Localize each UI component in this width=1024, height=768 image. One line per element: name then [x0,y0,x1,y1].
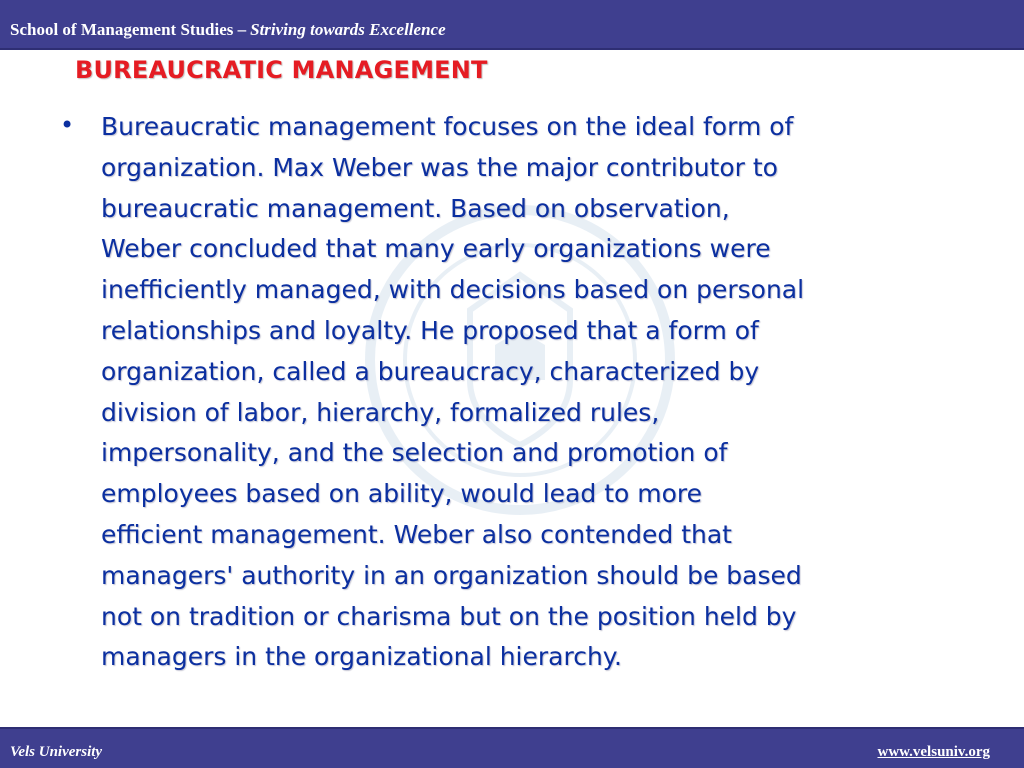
footer-university: Vels University [10,744,103,760]
header-text [10,20,446,40]
body-line: bureaucratic management. Based on observation, [101,193,730,223]
body-line: impersonality, and the selection and promotion of [101,438,728,468]
body-line: division of labor, hierarchy, formalized rules, [101,397,660,427]
body-line: managers' authority in an organization should be based [101,560,802,590]
header-bar [0,0,1024,50]
footer-website-link[interactable]: www.velsuniv.org [877,744,990,760]
body-line: inefficiently managed, with decisions based on personal [101,275,805,305]
school-name: School of Management Studies – [10,20,247,39]
body-line: relationships and loyalty. He proposed that a form of [101,315,759,345]
bullet-paragraph [101,107,981,678]
body-line: employees based on ability, would lead to more [101,479,703,509]
bullet-symbol: • [60,111,75,139]
slide-title: BUREAUCRATIC MANAGEMENT [75,56,488,84]
footer-bar [0,727,1024,768]
body-line: organization, called a bureaucracy, characterized by [101,356,760,386]
body-line: Bureaucratic management focuses on the ideal form of [101,112,794,141]
body-line: organization. Max Weber was the major contributor to [101,152,778,182]
body-line: Weber concluded that many early organizations were [101,234,771,264]
body-line: efficient management. Weber also contended that [101,519,732,549]
tagline: Striving towards Excellence [250,20,446,39]
body-line: managers in the organizational hierarchy. [101,642,622,672]
body-line: not on tradition or charisma but on the position held by [101,601,797,631]
